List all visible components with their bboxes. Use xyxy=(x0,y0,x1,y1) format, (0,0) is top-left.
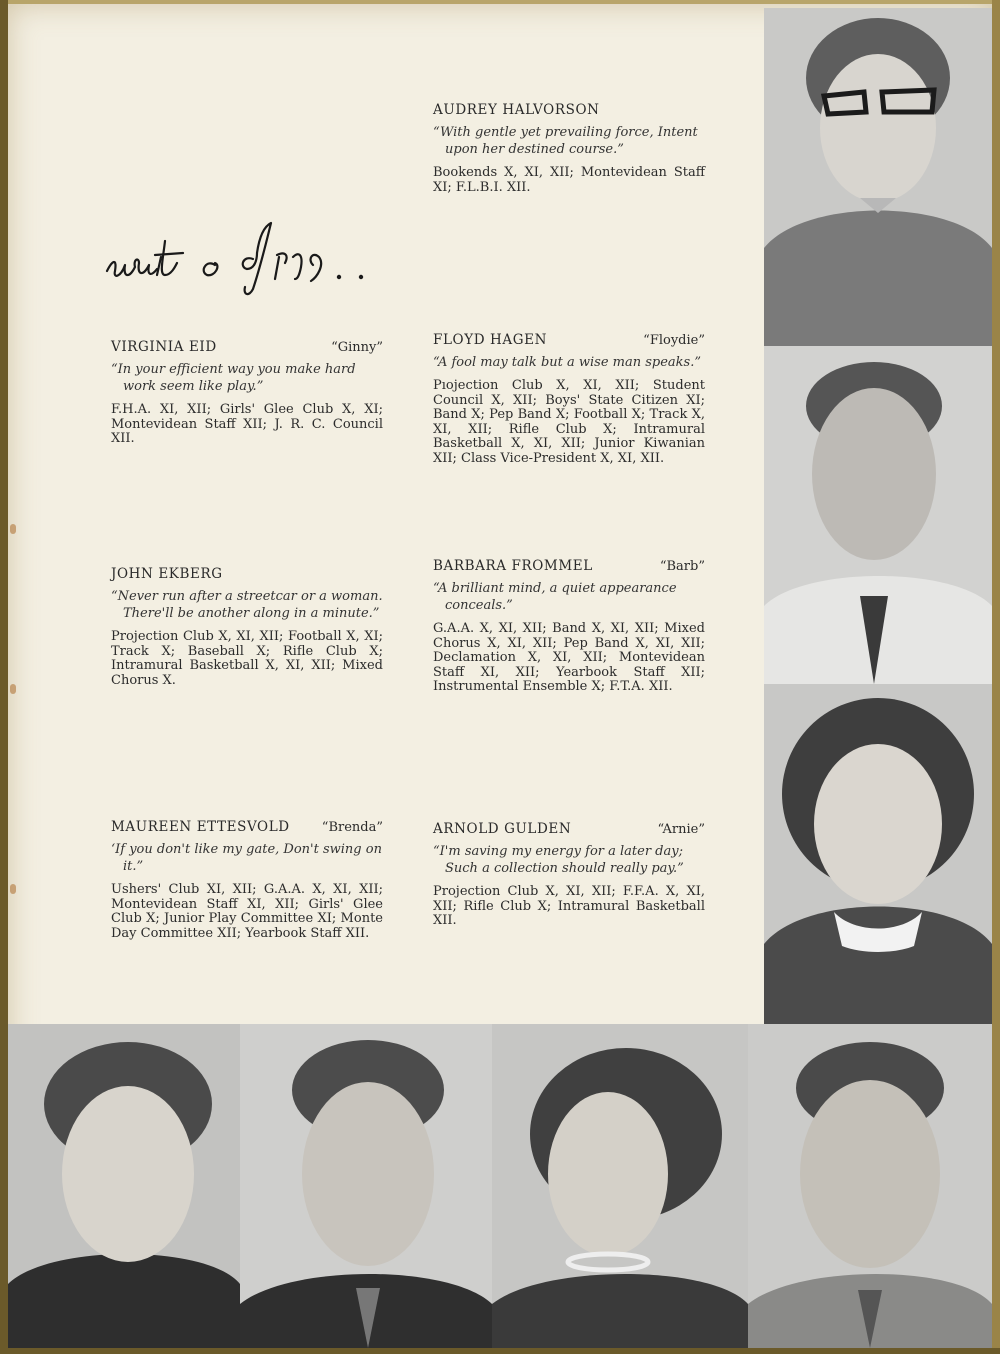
paper-stain xyxy=(10,524,16,534)
headline-script-art xyxy=(103,219,503,299)
page-edge-bottom xyxy=(0,1348,1000,1354)
student-nickname: “Brenda” xyxy=(321,820,383,835)
portrait-photo xyxy=(492,1024,748,1348)
student-entry xyxy=(433,558,705,695)
student-name: AUDREY HALVORSON xyxy=(433,102,600,118)
student-name-row xyxy=(433,102,705,118)
student-name-row xyxy=(433,821,705,837)
student-name-row xyxy=(433,332,705,348)
student-activities: Projection Club X, XI, XII; F.F.A. X, XI, XII; Rifle Club X; Intramural Basketball XII. xyxy=(433,884,705,928)
student-quote: “Never run after a streetcar or a woman. There'll be another along in a minute.” xyxy=(111,589,383,621)
student-name: FLOYD HAGEN xyxy=(433,332,548,348)
student-entry xyxy=(111,566,383,688)
student-quote: ‘If you don't like my gate, Don't swing on it.” xyxy=(111,842,382,874)
student-name-row xyxy=(111,819,383,835)
student-nickname: “Arnie” xyxy=(657,822,705,837)
student-name-row xyxy=(111,566,383,582)
student-activities: Bookends X, XI, XII; Montevidean Staff XI; F.L.B.I. XII. xyxy=(433,165,705,195)
student-nickname: “Floydie” xyxy=(643,333,705,348)
student-name: BARBARA FROMMEL xyxy=(433,558,593,574)
student-activities: G.A.A. X, XI, XII; Band X, XI, XII; Mixed Chorus X, XI, XII; Pep Band X, XI, XII; Declamation X, XI, XII; Montevidean Staff XI, XII; Yearbook Staff XII; Instrumental Ensemble X; F.T.A. XII. xyxy=(433,621,705,694)
portrait-photo xyxy=(240,1024,492,1348)
headline-script xyxy=(103,219,503,299)
yearbook-page xyxy=(8,4,992,1348)
student-quote: “I'm saving my energy for a later day; Such a collection should really pay.” xyxy=(433,844,684,876)
student-activities: Projection Club X, XI, XII; Football X, XI; Track X; Baseball X; Rifle Club X; Intramural Basketball X, XI, XII; Mixed Chorus X. xyxy=(111,629,383,688)
portrait-photo xyxy=(764,8,992,346)
student-activities: Pıojection Club X, XI, XII; Student Council X, XII; Boys' State Citizen XI; Band X; Pep Band X; Football X; Track X, XI, XII; Rifle Club X; Intramural Basketball X, XI, XII; Junior Kiwanian XII; Class Vice-President X, XI, XII. xyxy=(433,378,705,466)
student-entry xyxy=(111,339,383,447)
student-name-row xyxy=(111,339,383,355)
portrait-photo xyxy=(764,346,992,684)
student-activities: F.H.A. XI, XII; Girls' Glee Club X, XI; Montevidean Staff XII; J. R. C. Council XII. xyxy=(111,402,383,446)
book-spine xyxy=(0,0,8,1354)
student-quote: “With gentle yet prevailing force, Intent upon her destined course.” xyxy=(433,125,698,157)
portrait-photo xyxy=(8,1024,240,1348)
student-quote: “A fool may talk but a wise man speaks.” xyxy=(433,355,702,370)
student-name-row xyxy=(433,558,705,574)
student-name: JOHN EKBERG xyxy=(111,566,223,582)
student-quote: “In your efficient way you make hard work seem like play.” xyxy=(111,362,356,394)
paper-stain xyxy=(10,684,16,694)
portrait-photo xyxy=(748,1024,992,1348)
student-name: MAUREEN ETTESVOLD xyxy=(111,819,290,835)
student-entry xyxy=(111,819,383,941)
student-entry xyxy=(433,332,705,466)
student-name: VIRGINIA EID xyxy=(111,339,217,355)
paper-stain xyxy=(10,884,16,894)
student-name: ARNOLD GULDEN xyxy=(433,821,572,837)
student-entry xyxy=(433,821,705,929)
student-activities: Ushers' Club XI, XII; G.A.A. X, XI, XII; Montevidean Staff XI, XII; Girls' Glee Club X; Junior Play Committee XI; Monte Day Committee XII; Yearbook Staff XII. xyxy=(111,882,383,941)
student-entry xyxy=(433,102,705,195)
portrait-photo xyxy=(764,684,992,1024)
student-nickname: “Ginny” xyxy=(331,340,383,355)
student-quote: “A brilliant mind, a quiet appearance conceals.” xyxy=(433,581,677,613)
page-edge-right xyxy=(992,0,1000,1354)
student-nickname: “Barb” xyxy=(659,559,705,574)
